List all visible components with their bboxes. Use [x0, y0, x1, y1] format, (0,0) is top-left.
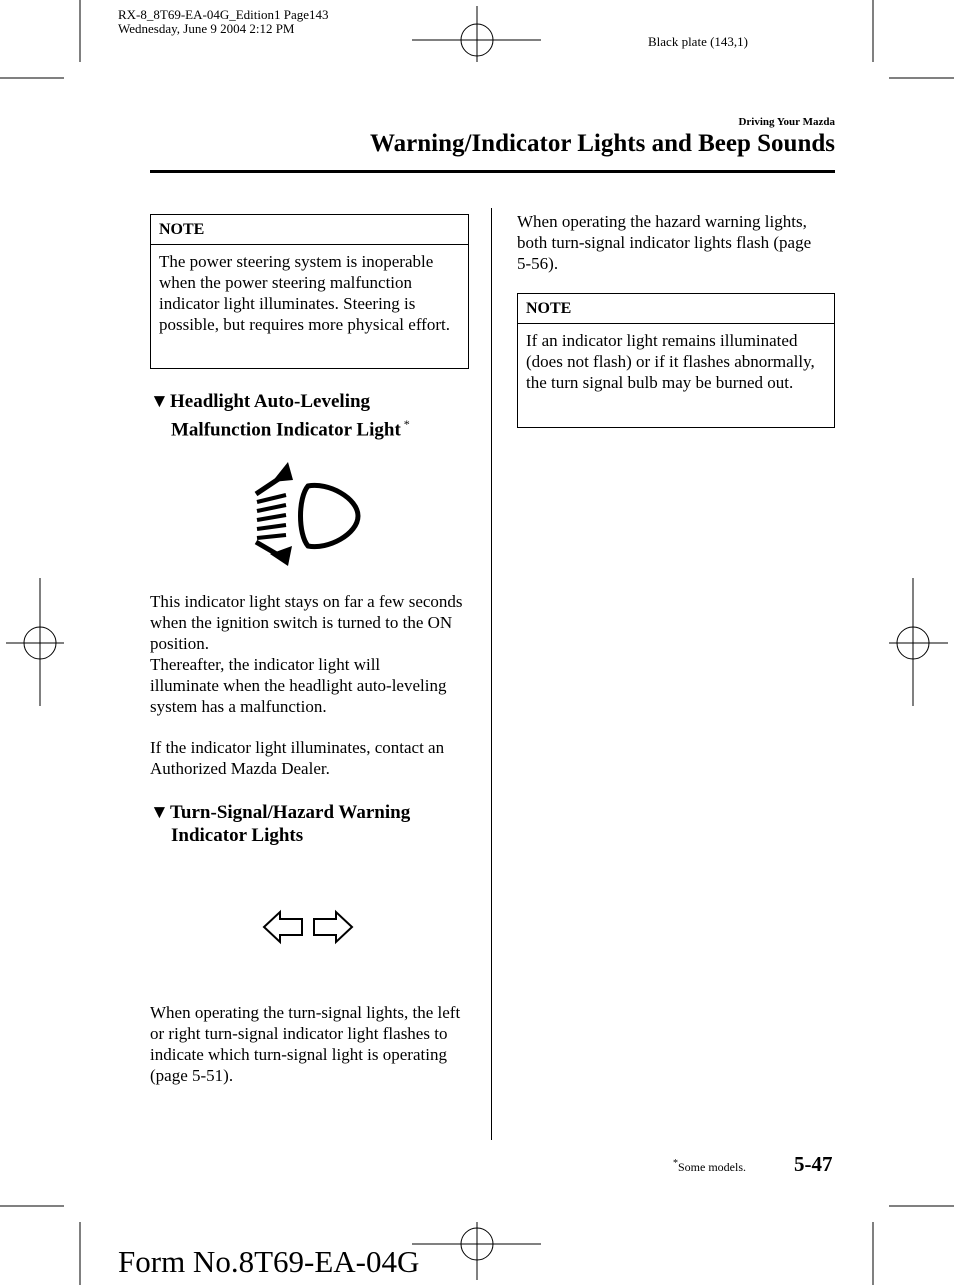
note-text: If an indicator light remains illuminated (does not flash) or if it flashes abnormally, the turn signal bulb may be burned out. — [526, 331, 815, 392]
note-label: NOTE — [518, 294, 834, 324]
column-divider — [491, 208, 492, 1140]
heading-turn-signal — [150, 801, 470, 847]
headlight-para-2: Thereafter, the indicator light will illuminate when the headlight auto-leveling system has a malfunction. — [150, 655, 447, 716]
note-label: NOTE — [151, 215, 468, 245]
asterisk: * — [403, 417, 410, 431]
headlight-leveling-icon — [250, 458, 366, 570]
slug-plate: Black plate (143,1) — [648, 34, 748, 49]
turn-signal-para-1: When operating the turn-signal lights, the left or right turn-signal indicator light flashes to indicate which turn-signal light is operating (page 5-51). — [150, 1003, 461, 1085]
footnote — [673, 1158, 746, 1175]
page-title: Warning/Indicator Lights and Beep Sounds — [370, 130, 835, 157]
heading-line2: Indicator Lights — [171, 825, 304, 846]
slug-date-line: Wednesday, June 9 2004 2:12 PM — [118, 21, 295, 36]
headlight-para-1: This indicator light stays on far a few seconds when the ignition switch is turned to the ON position. — [150, 592, 463, 653]
hazard-para-1: When operating the hazard warning lights, both turn-signal indicator lights flash (page 5-56). — [517, 212, 812, 273]
headlight-para-3: If the indicator light illuminates, contact an Authorized Mazda Dealer. — [150, 738, 445, 778]
note-box-power-steering — [150, 214, 469, 369]
heading-line2: Malfunction Indicator Light — [171, 419, 401, 441]
slug-file-line: RX-8_8T69-EA-04G_Edition1 Page143 — [118, 7, 329, 22]
heading-line1: Headlight Auto-Leveling — [170, 391, 371, 412]
heading-marker-icon: ▼ — [150, 391, 169, 412]
title-rule — [150, 170, 835, 173]
footnote-text: Some models. — [678, 1160, 746, 1174]
form-number: Form No.8T69-EA-04G — [118, 1244, 420, 1279]
section-name: Driving Your Mazda — [738, 116, 835, 128]
note-box-turn-signal-bulb — [517, 293, 835, 428]
page-number: 5-47 — [794, 1152, 833, 1176]
heading-line1: Turn-Signal/Hazard Warning — [170, 802, 411, 823]
heading-marker-icon: ▼ — [150, 802, 169, 823]
note-text: The power steering system is inoperable when the power steering malfunction indicator light illuminates. Steering is possible, but requires more physical effort. — [159, 252, 450, 334]
heading-headlight-auto-leveling — [150, 390, 470, 441]
footnote-asterisk: * — [673, 1158, 678, 1169]
turn-signal-arrows-icon — [262, 909, 356, 945]
